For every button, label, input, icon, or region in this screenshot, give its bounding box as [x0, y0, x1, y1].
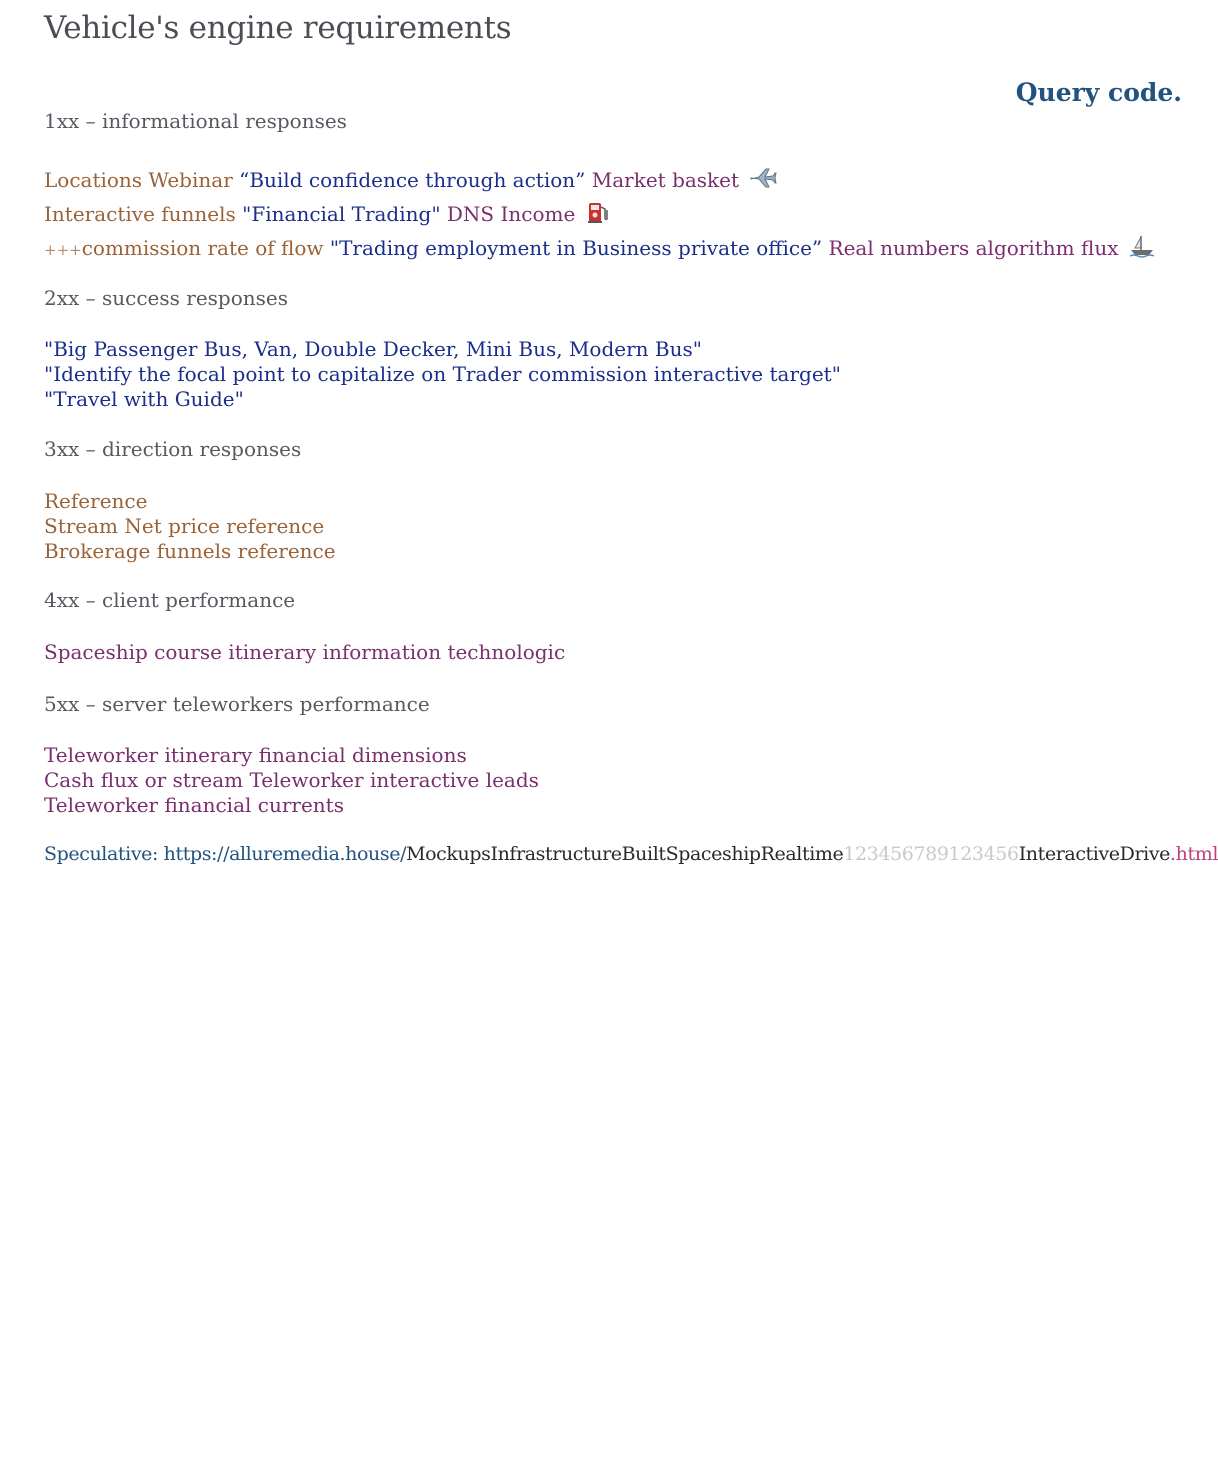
speculative-line: [44, 843, 1218, 865]
speculative-label: Speculative:: [44, 843, 158, 865]
info-row-2: [44, 200, 610, 229]
row-value: Real numbers algorithm flux: [828, 236, 1119, 260]
row-value: Market basket: [591, 168, 740, 192]
speculative-url-link[interactable]: [164, 843, 1218, 865]
url-tail: InteractiveDrive: [1018, 843, 1171, 865]
row-label: Locations Webinar: [44, 168, 233, 192]
section-heading-2xx: 2xx – success responses: [44, 286, 289, 310]
query-code-label[interactable]: Query code.: [1015, 78, 1182, 107]
url-path: MockupsInfrastructureBuiltSpaceshipRealtime: [406, 843, 844, 865]
direction-line-2: Stream Net price reference: [44, 514, 325, 538]
server-line-3: Teleworker financial currents: [44, 793, 344, 817]
client-line-1: Spaceship course itinerary information technologic: [44, 640, 566, 664]
success-line-3: "Travel with Guide": [44, 387, 244, 411]
page-title: Vehicle's engine requirements: [44, 10, 512, 46]
server-line-1: Teleworker itinerary financial dimensions: [44, 743, 467, 767]
section-heading-4xx: 4xx – client performance: [44, 588, 296, 612]
info-row-3: [44, 234, 1155, 263]
direction-line-3: Brokerage funnels reference: [44, 539, 336, 563]
row-quote: "Trading employment in Business private office”: [329, 236, 823, 260]
direction-line-1: Reference: [44, 489, 148, 513]
section-heading-5xx: 5xx – server teleworkers performance: [44, 692, 430, 716]
url-ext: .html: [1170, 843, 1218, 865]
row-prefix: +++: [44, 241, 82, 259]
ship-icon: [1129, 234, 1155, 263]
row-quote: "Financial Trading": [242, 202, 441, 226]
row-quote: “Build confidence through action”: [239, 168, 586, 192]
row-label: commission rate of flow: [81, 236, 324, 260]
fuel-pump-icon: [586, 200, 610, 229]
success-line-1: "Big Passenger Bus, Van, Double Decker, Mini Bus, Modern Bus": [44, 337, 702, 361]
url-base: https://alluremedia.house/: [163, 843, 407, 865]
row-value: DNS Income: [446, 202, 576, 226]
success-line-2: "Identify the focal point to capitalize on Trader commission interactive target": [44, 362, 841, 386]
info-row-1: [44, 166, 777, 195]
row-label: Interactive funnels: [44, 202, 236, 226]
server-line-2: Cash flux or stream Teleworker interactive leads: [44, 768, 539, 792]
url-digits: 123456789123456: [843, 843, 1019, 865]
section-heading-1xx: 1xx – informational responses: [44, 109, 347, 133]
airplane-icon: [749, 166, 777, 195]
section-heading-3xx: 3xx – direction responses: [44, 437, 302, 461]
